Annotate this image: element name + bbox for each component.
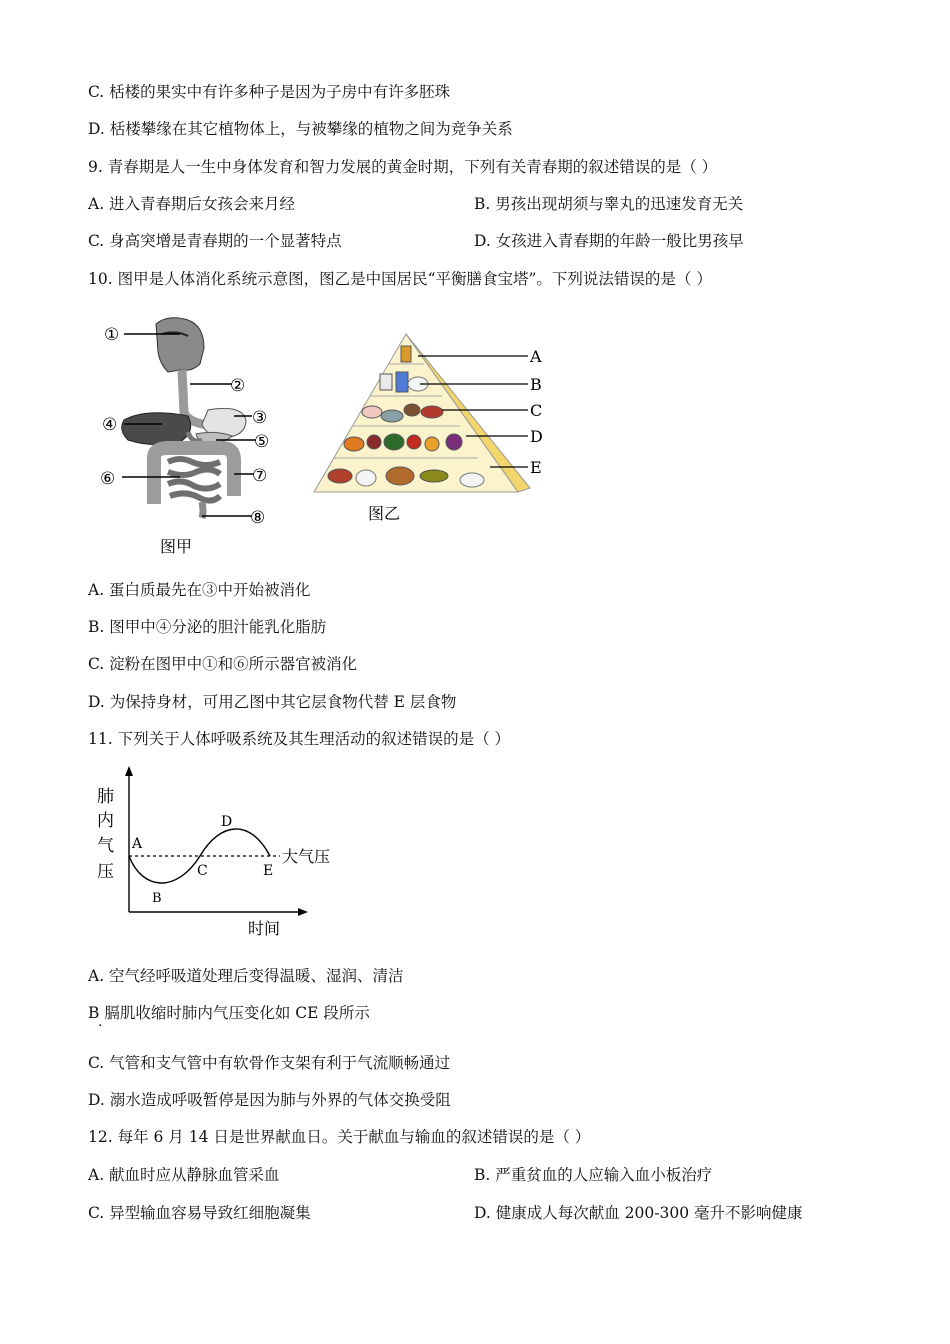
- q12-option-d: D. 健康成人每次献血 200-300 毫升不影响健康: [474, 1204, 803, 1222]
- figure-b-caption: 图乙: [368, 504, 401, 523]
- stray-dot: ·: [98, 1018, 103, 1034]
- q9-stem: 9. 青春期是人一生中身体发育和智力发展的黄金时期，下列有关青春期的叙述错误的是（ ）: [88, 158, 718, 176]
- marker-8: ⑧: [250, 508, 266, 528]
- q12-stem: 12. 每年 6 月 14 日是世界献血日。关于献血与输血的叙述错误的是（ ）: [88, 1128, 591, 1146]
- point-d: D: [221, 814, 233, 830]
- q12-option-a: A. 献血时应从静脉血管采血: [88, 1166, 280, 1184]
- ylabel-char-2: 内: [97, 811, 114, 831]
- point-e: E: [263, 863, 274, 879]
- marker-5: ⑤: [254, 432, 270, 452]
- q11-option-d: D. 溺水造成呼吸暂停是因为肺与外界的气体交换受阻: [88, 1091, 451, 1109]
- pyramid-label-e: E: [530, 458, 542, 477]
- q11-option-c: C. 气管和支气管中有软骨作支架有利于气流顺畅通过: [88, 1054, 451, 1072]
- marker-7: ⑦: [252, 466, 268, 486]
- q11-stem: 11. 下列关于人体呼吸系统及其生理活动的叙述错误的是（ ）: [88, 730, 511, 748]
- marker-2: ②: [230, 376, 246, 396]
- pyramid-label-c: C: [530, 401, 543, 420]
- q9-option-b: B. 男孩出现胡须与睾丸的迅速发育无关: [474, 195, 744, 213]
- ylabel-char-4: 压: [97, 862, 114, 882]
- q10-option-d: D. 为保持身材，可用乙图中其它层食物代替 E 层食物: [88, 693, 457, 711]
- q12-option-c: C. 异型输血容易导致红细胞凝集: [88, 1204, 311, 1222]
- point-c: C: [197, 863, 208, 879]
- q11-option-b: B 膈肌收缩时肺内气压变化如 CE 段所示: [88, 1004, 370, 1022]
- marker-1: ①: [104, 325, 120, 345]
- point-a: A: [132, 836, 143, 852]
- marker-3: ③: [252, 408, 268, 428]
- marker-6: ⑥: [100, 469, 116, 489]
- xlabel-time: 时间: [248, 919, 281, 938]
- q8-option-d: D. 栝楼攀缘在其它植物体上，与被攀缘的植物之间为竞争关系: [88, 120, 513, 138]
- marker-4: ④: [102, 415, 118, 435]
- food-pyramid-figure: [306, 330, 556, 526]
- q12-option-b: B. 严重贫血的人应输入血小板治疗: [474, 1166, 713, 1184]
- point-b: B: [152, 891, 162, 906]
- q10-option-c: C. 淀粉在图甲中①和⑥所示器官被消化: [88, 655, 358, 673]
- pyramid-label-d: D: [530, 427, 543, 446]
- pyramid-label-b: B: [530, 375, 542, 394]
- ylabel-char-3: 气: [97, 836, 114, 856]
- digestive-system-figure: [96, 312, 286, 562]
- figure-a-caption: 图甲: [160, 537, 193, 556]
- pyramid-label-a: A: [530, 347, 542, 366]
- ylabel-char-1: 肺: [97, 787, 114, 807]
- q10-option-b: B. 图甲中④分泌的胆汁能乳化脂肪: [88, 618, 327, 636]
- q10-option-a: A. 蛋白质最先在③中开始被消化: [88, 581, 311, 599]
- atmospheric-pressure-label: 大气压: [282, 847, 331, 866]
- lung-pressure-graph: [90, 762, 350, 944]
- q11-option-a: A. 空气经呼吸道处理后变得温暖、湿润、清洁: [88, 967, 404, 985]
- q9-option-a: A. 进入青春期后女孩会来月经: [88, 195, 296, 213]
- q10-stem: 10. 图甲是人体消化系统示意图，图乙是中国居民“平衡膳食宝塔”。下列说法错误的是（ ）: [88, 270, 712, 288]
- q9-option-d: D. 女孩进入青春期的年龄一般比男孩早: [474, 232, 744, 250]
- q9-option-c: C. 身高突增是青春期的一个显著特点: [88, 232, 342, 250]
- q8-option-c: C. 栝楼的果实中有许多种子是因为子房中有许多胚珠: [88, 83, 451, 101]
